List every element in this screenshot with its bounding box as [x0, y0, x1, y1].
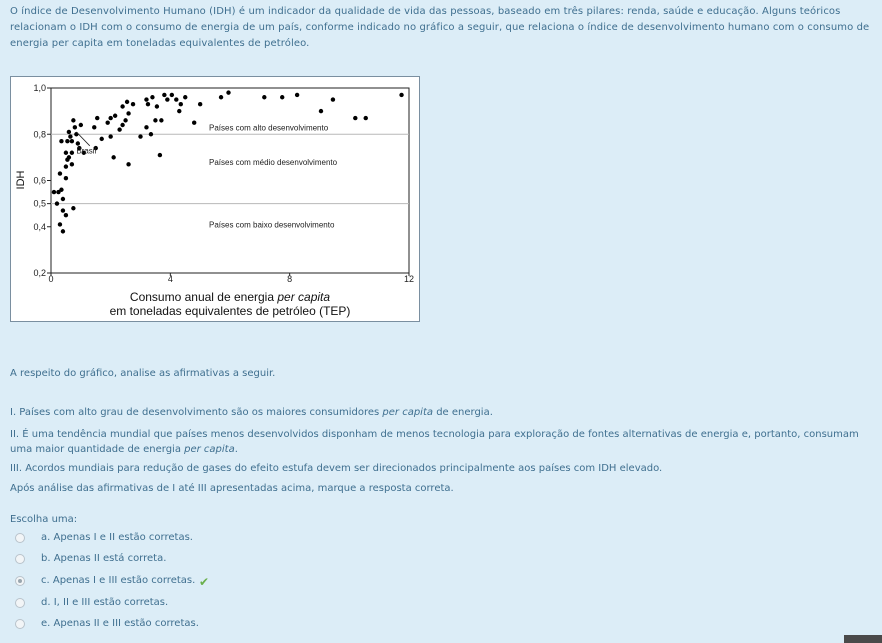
- data-point: [120, 104, 124, 108]
- data-point: [100, 137, 104, 141]
- data-point: [58, 171, 62, 175]
- plot-frame: [51, 88, 409, 273]
- instruction-text: Após análise das afirmativas de I até III apresentadas acima, marque a resposta correta.: [10, 483, 454, 494]
- data-point: [179, 102, 183, 106]
- data-point: [162, 93, 166, 97]
- data-point: [64, 176, 68, 180]
- data-point: [73, 125, 77, 129]
- y-tick-label: 0,4: [33, 221, 46, 232]
- data-point: [125, 100, 129, 104]
- data-point: [71, 118, 75, 122]
- data-point: [159, 118, 163, 122]
- data-point: [126, 162, 130, 166]
- data-point: [70, 139, 74, 143]
- question-prompt: A respeito do gráfico, analise as afirmativas a seguir.: [10, 368, 276, 379]
- data-point: [61, 208, 65, 212]
- scatter-chart-figure: [10, 76, 420, 322]
- check-icon: ✔: [199, 575, 210, 589]
- annotation-brasil: Brasil: [76, 146, 97, 156]
- data-point: [71, 206, 75, 210]
- radio-e[interactable]: [15, 619, 25, 629]
- data-point: [113, 114, 117, 118]
- x-tick-label: 12: [403, 274, 415, 284]
- region-label-2: Países com baixo desenvolvimento: [209, 220, 335, 230]
- data-point: [70, 162, 74, 166]
- radio-a[interactable]: [15, 533, 25, 543]
- data-point: [95, 116, 99, 120]
- option-e-label[interactable]: e. Apenas II e III estão corretas.: [41, 618, 199, 629]
- data-point: [52, 190, 56, 194]
- data-point: [79, 123, 83, 127]
- data-point: [64, 213, 68, 217]
- region-label-0: Países com alto desenvolvimento: [209, 123, 329, 133]
- corner-bar: [844, 635, 882, 643]
- data-point: [65, 139, 69, 143]
- data-point: [226, 90, 230, 94]
- data-point: [92, 125, 96, 129]
- data-point: [331, 97, 335, 101]
- data-point: [219, 95, 223, 99]
- data-point: [64, 151, 68, 155]
- data-point: [108, 116, 112, 120]
- data-point: [319, 109, 323, 113]
- x-axis-label-line1: Consumo anual de energia per capita: [129, 290, 331, 304]
- data-point: [108, 134, 112, 138]
- data-point: [144, 125, 148, 129]
- data-point: [120, 123, 124, 127]
- data-point: [59, 139, 63, 143]
- data-point: [59, 188, 63, 192]
- region-label-1: Países com médio desenvolvimento: [209, 158, 338, 167]
- data-point: [295, 93, 299, 97]
- radio-d[interactable]: [15, 598, 25, 608]
- data-point: [61, 197, 65, 201]
- data-point: [55, 201, 59, 205]
- statement-3: III. Acordos mundiais para redução de gases do efeito estufa devem ser direcionados principalmente aos países com IDH elevado.: [10, 463, 663, 474]
- data-point: [105, 120, 109, 124]
- option-c[interactable]: [10, 573, 310, 589]
- y-tick-label: 1,0: [33, 83, 46, 93]
- data-point: [192, 120, 196, 124]
- data-point: [117, 127, 121, 131]
- data-point: [165, 97, 169, 101]
- y-tick-label: 0,2: [33, 268, 46, 278]
- data-point: [399, 93, 403, 97]
- data-point: [150, 95, 154, 99]
- data-point: [126, 111, 130, 115]
- x-axis-label-line2: em toneladas equivalentes de petróleo (TEP): [109, 304, 351, 318]
- data-point: [262, 95, 266, 99]
- option-a[interactable]: [10, 530, 310, 546]
- data-point: [198, 102, 202, 106]
- data-point: [364, 116, 368, 120]
- data-point: [353, 116, 357, 120]
- radio-c[interactable]: [15, 576, 25, 586]
- option-a-label[interactable]: a. Apenas I e II estão corretas.: [41, 532, 193, 543]
- data-point: [155, 104, 159, 108]
- radio-b[interactable]: [15, 554, 25, 564]
- data-point: [58, 222, 62, 226]
- data-point: [158, 153, 162, 157]
- data-point: [144, 97, 148, 101]
- data-point: [61, 229, 65, 233]
- data-point: [146, 102, 150, 106]
- choose-label: Escolha uma:: [10, 514, 78, 525]
- statement-2: II. É uma tendência mundial que países menos desenvolvidos disponham de menos tecnologia para exploração de fontes alternativas de energia e, portanto, consumam uma maior quantidade de energia per capita.: [10, 429, 859, 455]
- option-d-label[interactable]: d. I, II e III estão corretas.: [41, 597, 169, 608]
- question-intro: O índice de Desenvolvimento Humano (IDH) é um indicador da qualidade de vida das pessoas, baseado em três pilares: renda, saúde e educação. Alguns teóricos relacionam o IDH com o consumo de energia de um país, conforme indicado no gráfico a seguir, que relaciona o índice de desenvolvimento humano com o consumo de energia per capita em toneladas equivalentes de petróleo.: [10, 6, 870, 49]
- data-point: [149, 132, 153, 136]
- y-axis-label: IDH: [15, 170, 27, 190]
- data-point: [74, 132, 78, 136]
- data-point: [153, 118, 157, 122]
- x-tick-label: 0: [48, 274, 54, 284]
- data-point: [138, 134, 142, 138]
- data-point: [70, 151, 74, 155]
- option-b-label[interactable]: b. Apenas II está correta.: [41, 553, 167, 564]
- y-tick-label: 0,5: [33, 198, 46, 209]
- data-point: [76, 141, 80, 145]
- x-tick-label: 4: [167, 274, 173, 284]
- data-point: [131, 102, 135, 106]
- data-point: [183, 95, 187, 99]
- scatter-chart: [11, 77, 419, 321]
- y-tick-label: 0,8: [33, 129, 46, 140]
- data-point: [170, 93, 174, 97]
- data-point: [174, 97, 178, 101]
- y-tick-label: 0,6: [33, 175, 46, 186]
- data-point: [177, 109, 181, 113]
- data-point: [64, 164, 68, 168]
- data-point: [123, 118, 127, 122]
- option-b[interactable]: [10, 551, 310, 567]
- option-e[interactable]: [10, 616, 310, 632]
- statement-1: I. Países com alto grau de desenvolvimento são os maiores consumidores per capita de energia.: [10, 407, 493, 418]
- data-point: [111, 155, 115, 159]
- data-point: [67, 130, 71, 134]
- data-point: [68, 134, 72, 138]
- x-tick-label: 8: [287, 274, 293, 284]
- option-d[interactable]: [10, 595, 310, 611]
- data-point: [280, 95, 284, 99]
- data-point: [67, 155, 71, 159]
- option-c-label[interactable]: c. Apenas I e III estão corretas.: [41, 575, 196, 586]
